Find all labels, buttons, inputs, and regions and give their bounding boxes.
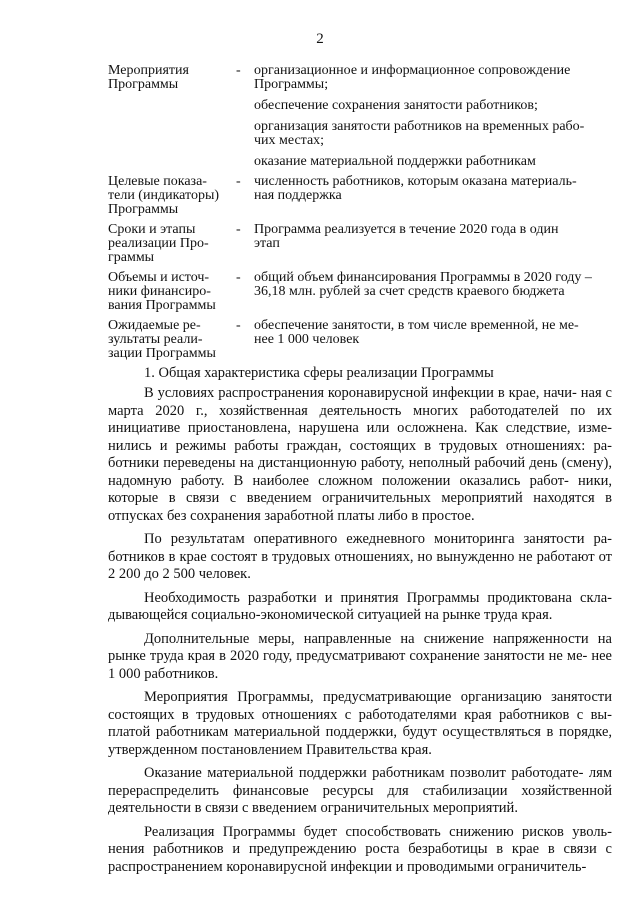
passport-row-value — [254, 319, 612, 347]
page-number: 2 — [316, 31, 324, 47]
passport-value-line: численность работников, которым оказана материаль- — [254, 174, 577, 189]
body-paragraph: Дополнительные меры, направленные на снижение напряженности на рынке труда края в 2020 году, предусматривают сохранение занятости не ме- нее 1 000 работников. — [108, 630, 612, 682]
passport-row-dash: - — [236, 63, 241, 78]
passport-label-line: Мероприятия — [108, 63, 189, 78]
passport-label-line: Ожидаемые ре- — [108, 318, 201, 333]
passport-row — [108, 319, 612, 361]
passport-label-line: тели (индикаторы) — [108, 188, 220, 203]
passport-value-line: организационное и информационное сопровождение — [254, 63, 571, 78]
passport-row-value — [254, 64, 612, 169]
section-body — [108, 385, 612, 882]
passport-value-item — [254, 175, 612, 203]
passport-row-value — [254, 223, 612, 251]
passport-label-line: Объемы и источ- — [108, 270, 210, 285]
passport-value-item — [254, 319, 612, 347]
passport-row — [108, 223, 612, 265]
passport-row-dash: - — [236, 222, 241, 237]
body-paragraph: По результатам оперативного ежедневного мониторинга занятости ра- ботников в крае состоят в трудовых отношениях, но вынужденно не работают от 2 200 до 2 500 человек. — [108, 531, 612, 582]
program-passport-table — [108, 64, 612, 361]
passport-value-line: Программа реализуется в течение 2020 года в один — [254, 222, 559, 237]
body-paragraph: Оказание материальной поддержки работникам позволит работодате- лям перераспределить финансовые ресурсы для стабилизации хозяйственной деятельности в связи с введением ограничительных мероприятий. — [108, 765, 612, 816]
section-heading: 1. Общая характеристика сферы реализации Программы — [144, 365, 494, 381]
passport-label-line: Целевые показа- — [108, 174, 207, 189]
passport-row-label — [108, 319, 236, 361]
passport-value-line: этап — [254, 236, 280, 251]
passport-value-line: нее 1 000 человек — [254, 332, 360, 347]
body-paragraph: Мероприятия Программы, предусматривающие организацию занятости состоящих в трудовых отношениях с работодателями края работников с вы- платой работникам материальной поддержки, будут осуществляться в порядке, утвержденном постановлением Правительства края. — [108, 689, 612, 758]
passport-row-value — [254, 271, 612, 299]
passport-value-line: оказание материальной поддержки работникам — [254, 154, 536, 169]
passport-label-line: Программы — [108, 77, 179, 92]
passport-label-line: зультаты реали- — [108, 332, 203, 347]
passport-value-item — [254, 64, 612, 92]
passport-value-line: 36,18 млн. рублей за счет средств краевого бюджета — [254, 284, 565, 299]
passport-label-line: реализации Про- — [108, 236, 209, 251]
passport-row — [108, 175, 612, 217]
passport-value-line: чих местах; — [254, 133, 325, 148]
passport-label-line: зации Программы — [108, 346, 216, 361]
passport-row — [108, 271, 612, 313]
passport-value-line: Программы; — [254, 77, 329, 92]
passport-value-line: ная поддержка — [254, 188, 342, 203]
passport-value-item — [254, 120, 612, 148]
passport-row-dash: - — [236, 318, 241, 333]
passport-row — [108, 64, 612, 169]
passport-value-item — [254, 223, 612, 251]
passport-value-line: обеспечение сохранения занятости работников; — [254, 98, 538, 113]
body-paragraph: В условиях распространения коронавирусной инфекции в крае, начи- ная с марта 2020 г., хозяйственная деятельность многих работодателей по их инициативе приостановлена, нарушена или осложнена. Как следствие, изме- нились и режимы работы граждан, состоящих в трудовых отношениях: ра- ботники переведены на дистанционную работу, неполный рабочий день (смену), надомную работу. В наиболее сложном положении оказались работ- ники, которые в связи с введением ограничительных мероприятий находятся в отпусках без сохранения заработной платы либо в простое. — [108, 385, 612, 524]
body-paragraph: Необходимость разработки и принятия Программы продиктована скла- дывающейся социально-экономической ситуацией на рынке труда края. — [108, 589, 612, 623]
passport-row-dash: - — [236, 270, 241, 285]
passport-value-line: организация занятости работников на временных рабо- — [254, 119, 585, 134]
passport-label-line: граммы — [108, 250, 155, 265]
passport-row-label — [108, 64, 236, 92]
passport-value-line: общий объем финансирования Программы в 2020 году – — [254, 270, 592, 285]
passport-label-line: Программы — [108, 202, 179, 217]
passport-row-value — [254, 175, 612, 203]
passport-row-label — [108, 175, 236, 217]
body-paragraph: Реализация Программы будет способствовать снижению рисков уволь- нения работников и предупреждению роста безработицы в крае в связи с распространением коронавирусной инфекции и проводимыми ограничитель- — [108, 823, 612, 875]
passport-value-item — [254, 99, 612, 113]
passport-row-label — [108, 223, 236, 265]
passport-row-label — [108, 271, 236, 313]
passport-label-line: Сроки и этапы — [108, 222, 196, 237]
passport-row-dash: - — [236, 174, 241, 189]
passport-label-line: ники финансиро- — [108, 284, 211, 299]
passport-value-line: обеспечение занятости, в том числе временной, не ме- — [254, 318, 579, 333]
passport-value-item — [254, 271, 612, 299]
passport-value-item — [254, 155, 612, 169]
passport-label-line: вания Программы — [108, 298, 216, 313]
